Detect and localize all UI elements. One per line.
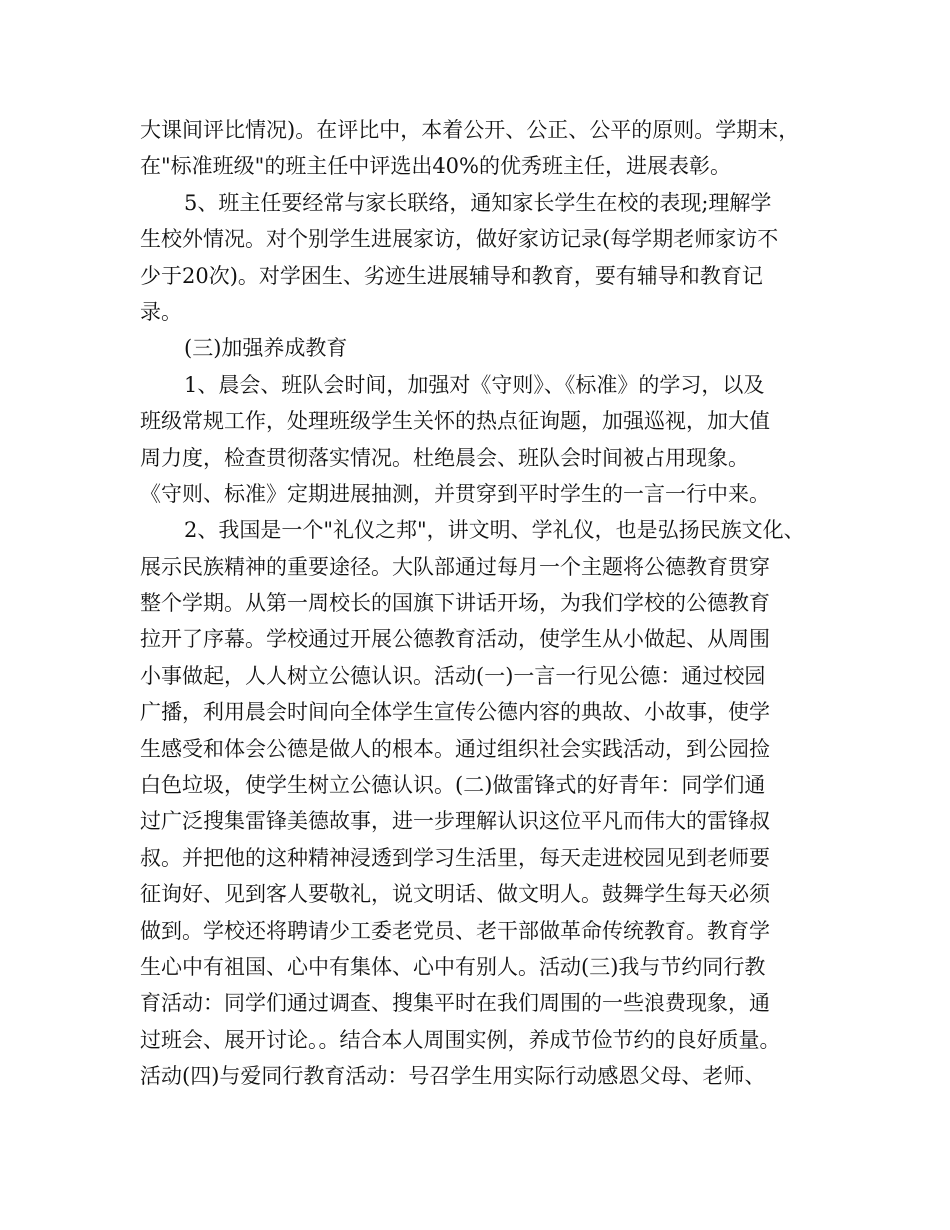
text-line: 做到。学校还将聘请少工委老党员、老干部做革命传统教育。教育学 [140, 918, 770, 943]
text-line: 拉开了序幕。学校通过开展公德教育活动，使学生从小做起、从周围 [140, 627, 770, 652]
text-line: 5、班主任要经常与家长联络，通知家长学生在校的表现;理解学 [184, 190, 772, 215]
text-line: 征询好、见到客人要敬礼，说文明话、做文明人。鼓舞学生每天必须 [140, 882, 770, 907]
text-line: 2、我国是一个"礼仪之邦"，讲文明、学礼仪，也是弘扬民族文化、 [184, 518, 805, 543]
text-line: 在"标准班级"的班主任中评选出40%的优秀班主任，进展表彰。 [140, 154, 731, 179]
text-line: 《守则、标准》定期进展抽测，并贯穿到平时学生的一言一行中来。 [140, 481, 770, 506]
document-body [140, 112, 820, 1095]
text-line: 活动(四)与爱同行教育活动：号召学生用实际行动感恩父母、老师、 [140, 1064, 766, 1089]
text-line: 大课间评比情况)。在评比中，本着公开、公正、公平的原则。学期末， [140, 118, 800, 142]
text-line: 展示民族精神的重要途径。大队部通过每月一个主题将公德教育贯穿 [140, 554, 770, 579]
text-line: 1、晨会、班队会时间，加强对《守则》、《标准》的学习，以及 [184, 372, 765, 397]
text-line: 过广泛搜集雷锋美德故事，进一步理解认识这位平凡而伟大的雷锋叔 [140, 809, 770, 834]
text-line: 小事做起，人人树立公德认识。活动(一)一言一行见公德：通过校园 [140, 663, 766, 688]
text-line: 班级常规工作，处理班级学生关怀的热点征询题，加强巡视，加大值 [140, 409, 770, 434]
text-line: 生校外情况。对个别学生进展家访，做好家访记录(每学期老师家访不 [140, 227, 779, 252]
text-line: 周力度，检查贯彻落实情况。杜绝晨会、班队会时间被占用现象。 [140, 445, 749, 470]
text-line: 叔。并把他的这种精神浸透到学习生活里，每天走进校园见到老师要 [140, 845, 770, 870]
text-line: 广播，利用晨会时间向全体学生宣传公德内容的典故、小故事，使学 [140, 700, 770, 725]
text-line: 生心中有祖国、心中有集体、心中有别人。活动(三)我与节约同行教 [140, 954, 766, 979]
text-line: 整个学期。从第一周校长的国旗下讲话开场，为我们学校的公德教育 [140, 591, 770, 616]
section-heading: (三)加强养成教育 [184, 336, 348, 361]
text-line: 白色垃圾，使学生树立公德认识。(二)做雷锋式的好青年：同学们通 [140, 773, 766, 798]
text-line: 少于20次)。对学困生、劣迹生进展辅导和教育，要有辅导和教育记 [140, 263, 763, 288]
text-line: 过班会、展开讨论。。结合本人周围实例，养成节俭节约的良好质量。 [140, 1027, 781, 1052]
text-line: 录。 [140, 299, 182, 324]
text-line: 育活动：同学们通过调查、搜集平时在我们周围的一些浪费现象，通 [140, 991, 770, 1016]
text-line: 生感受和体会公德是做人的根本。通过组织社会实践活动，到公园捡 [140, 736, 770, 761]
